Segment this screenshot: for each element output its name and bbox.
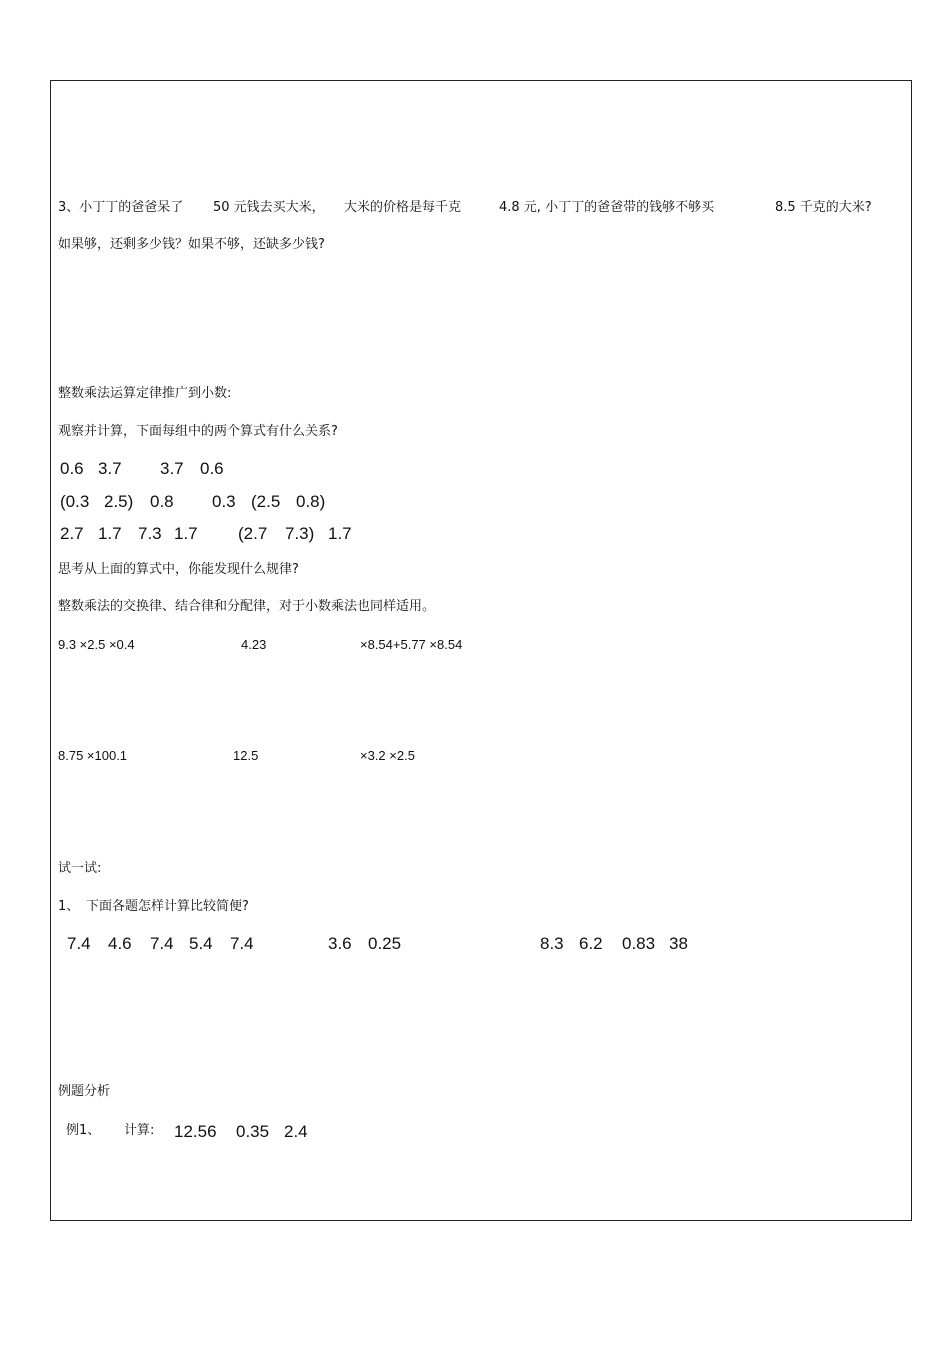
try-num: 0.83 [622,934,656,953]
exercise-a3: ×8.54+5.77 ×8.54 [360,637,463,652]
try-num: 38 [669,934,688,953]
row2-num: 0.3 [212,492,236,511]
section-heading: 整数乘法运算定律推广到小数: [58,386,232,401]
try-num: 7.4 [230,934,254,953]
example-num: 0.35 [236,1122,270,1141]
exercise-a2: 4.23 [241,637,267,652]
exercise-b1: 8.75 ×100.1 [58,748,128,763]
row3-num: 7.3) [285,524,315,543]
try-question-number: 1、 [58,899,80,914]
example-calc-label: 计算: [124,1123,155,1138]
try-heading: 试一试: [58,861,102,876]
think-text: 思考从上面的算式中，你能发现什么规律? [58,562,299,577]
try-question-text: 下面各题怎样计算比较简便? [86,899,249,914]
problem3-part3: 大米的价格是每千克 [344,200,462,215]
try-num: 7.4 [67,934,91,953]
row3-num: 1.7 [328,524,352,543]
exercise-a1: 9.3 ×2.5 ×0.4 [58,637,135,652]
example-heading: 例题分析 [58,1084,111,1099]
row3-num: (2.7 [238,524,268,543]
row3-num: 7.3 [138,524,162,543]
problem3-part4: 4.8 元, 小丁丁的爸爸带的钱够不够买 [499,200,715,215]
try-num: 5.4 [189,934,213,953]
row2-num: 2.5) [104,492,134,511]
try-num: 8.3 [540,934,564,953]
row3-num: 1.7 [98,524,122,543]
problem3-part2: 50 元钱去买大米， [213,200,325,215]
row1-num: 3.7 [160,459,184,478]
row3-num: 1.7 [174,524,198,543]
problem3-part5: 8.5 千克的大米? [775,200,872,215]
exercise-b3: ×3.2 ×2.5 [360,748,415,763]
exercise-b2: 12.5 [233,748,259,763]
example-num: 12.56 [174,1122,217,1141]
try-num: 0.25 [368,934,402,953]
row2-num: (0.3 [60,492,90,511]
row2-num: (2.5 [251,492,281,511]
row1-num: 3.7 [98,459,122,478]
example-num: 2.4 [284,1122,308,1141]
try-num: 6.2 [579,934,603,953]
row1-num: 0.6 [60,459,84,478]
try-num: 7.4 [150,934,174,953]
row2-num: 0.8) [296,492,326,511]
rule-text: 整数乘法的交换律、结合律和分配律，对于小数乘法也同样适用。 [58,599,436,614]
row1-num: 0.6 [200,459,224,478]
example-label: 例1、 [66,1123,101,1138]
observe-text: 观察并计算，下面每组中的两个算式有什么关系? [58,424,338,439]
row2-num: 0.8 [150,492,174,511]
try-num: 3.6 [328,934,352,953]
row3-num: 2.7 [60,524,84,543]
problem3-part1: 3、小丁丁的爸爸呆了 [58,200,184,215]
problem3-line2: 如果够，还剩多少钱？如果不够，还缺多少钱? [58,237,325,252]
try-num: 4.6 [108,934,132,953]
